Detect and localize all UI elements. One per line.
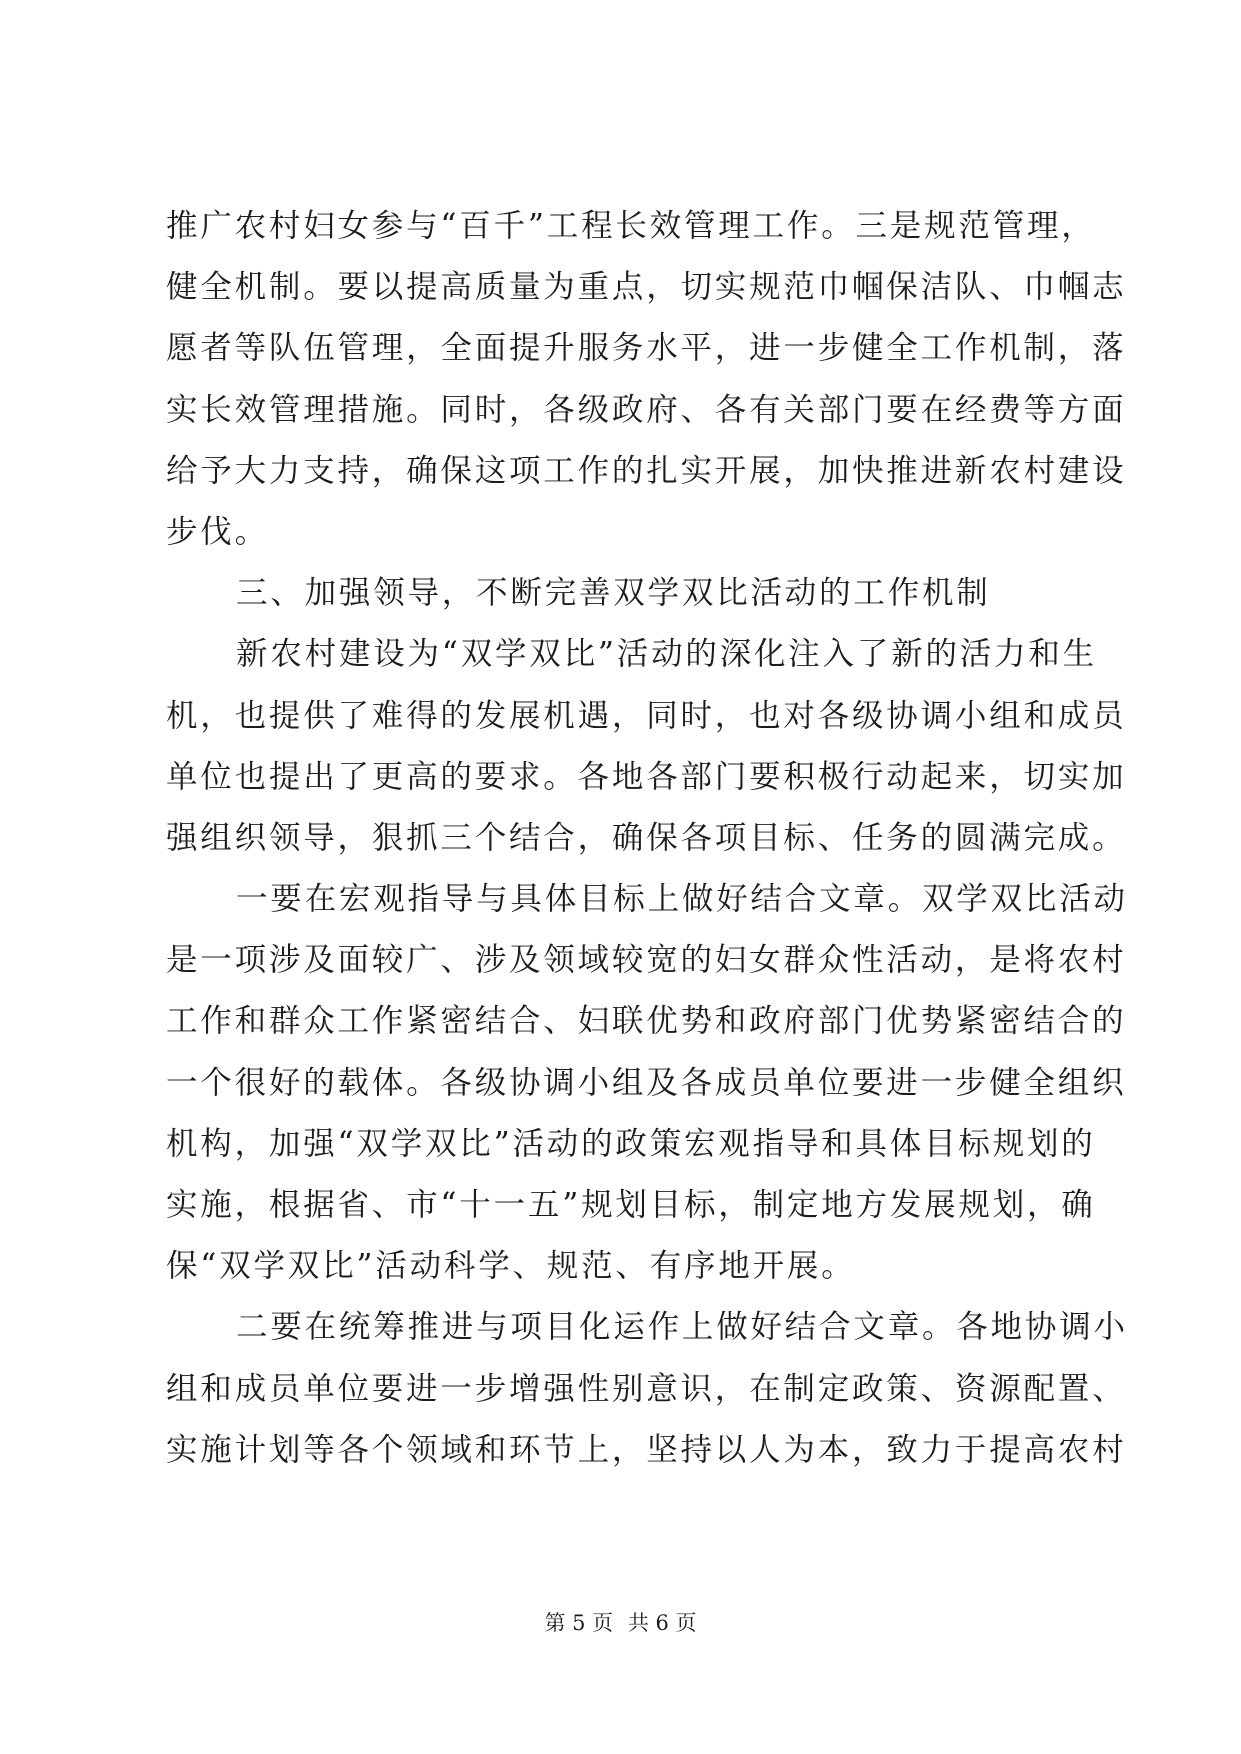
text-line: 实施计划等各个领域和环节上，坚持以人为本，致力于提高农村 xyxy=(166,1431,1127,1468)
text-line: 给予大力支持，确保这项工作的扎实开展，加快推进新农村建设 xyxy=(166,452,1127,489)
text-line: 机构，加强“双学双比”活动的政策宏观指导和具体目标规划的 xyxy=(166,1125,1096,1162)
page-total: 共 6 页 xyxy=(627,1611,697,1635)
text-line: 愿者等队伍管理，全面提升服务水平，进一步健全工作机制，落 xyxy=(166,330,1127,367)
text-line: 新农村建设为“双学双比”活动的深化注入了新的活力和生 xyxy=(236,636,1098,673)
text-line: 是一项涉及面较广、涉及领域较宽的妇女群众性活动，是将农村 xyxy=(166,942,1127,979)
text-line: 三、加强领导，不断完善双学双比活动的工作机制 xyxy=(236,575,991,612)
text-line: 强组织领导，狠抓三个结合，确保各项目标、任务的圆满完成。 xyxy=(166,819,1127,856)
text-line: 一个很好的载体。各级协调小组及各成员单位要进一步健全组织 xyxy=(166,1064,1127,1101)
text-line: 二要在统筹推进与项目化运作上做好结合文章。各地协调小 xyxy=(236,1309,1128,1346)
text-line: 保“双学双比”活动科学、规范、有序地开展。 xyxy=(166,1248,856,1285)
text-line: 推广农村妇女参与“百千”工程长效管理工作。三是规范管理， xyxy=(166,208,1096,244)
text-line: 机，也提供了难得的发展机遇，同时，也对各级协调小组和成员 xyxy=(166,697,1127,734)
text-line: 实施，根据省、市“十一五”规划目标，制定地方发展规划，确 xyxy=(166,1187,1096,1223)
page-number: 第 5 页 xyxy=(544,1611,614,1635)
text-line: 实长效管理措施。同时，各级政府、各有关部门要在经费等方面 xyxy=(166,391,1127,428)
text-line: 步伐。 xyxy=(166,513,269,550)
text-line: 组和成员单位要进一步增强性别意识，在制定政策、资源配置、 xyxy=(166,1370,1127,1407)
text-line: 一要在宏观指导与具体目标上做好结合文章。双学双比活动 xyxy=(236,881,1128,918)
text-line: 工作和群众工作紧密结合、妇联优势和政府部门优势紧密结合的 xyxy=(166,1003,1127,1040)
document-body xyxy=(166,196,1128,1481)
text-line: 单位也提出了更高的要求。各地各部门要积极行动起来，切实加 xyxy=(166,758,1127,795)
text-line: 健全机制。要以提高质量为重点，切实规范巾帼保洁队、巾帼志 xyxy=(166,269,1127,306)
page-footer xyxy=(0,1608,1241,1638)
